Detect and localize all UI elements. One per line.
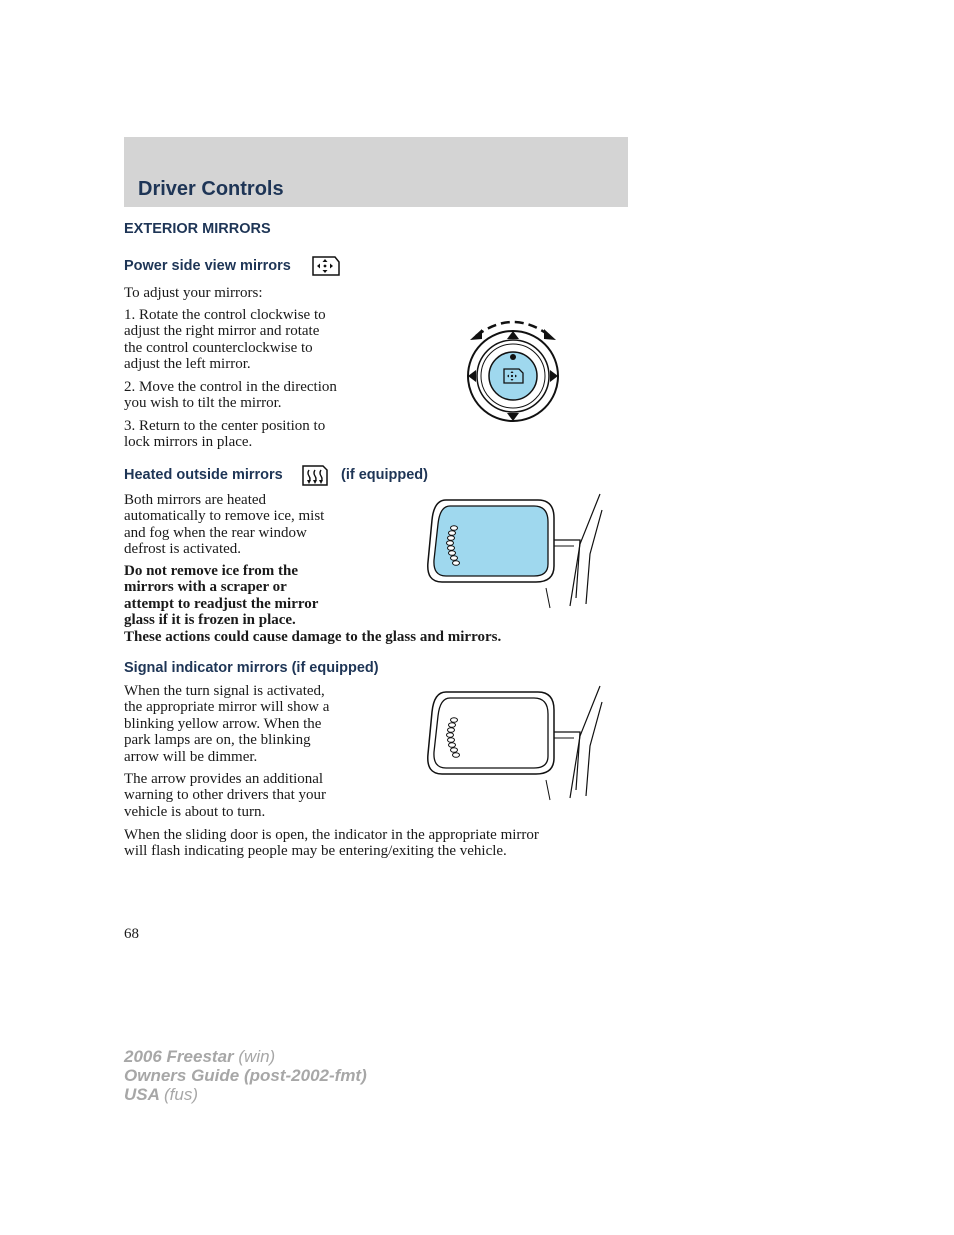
heated-mirror-illustration bbox=[424, 494, 604, 610]
heated-mirrors-body bbox=[124, 492, 324, 558]
power-mirrors-heading: Power side view mirrors bbox=[124, 258, 291, 274]
body-line: When the sliding door is open, the indicator in the appropriate mirror bbox=[124, 827, 539, 843]
page-number: 68 bbox=[124, 926, 139, 942]
body-line: defrost is activated. bbox=[124, 541, 242, 558]
body-line: and fog when the rear window bbox=[124, 524, 307, 541]
power-mirror-icon bbox=[312, 256, 340, 276]
footer-model: 2006 Freestar bbox=[124, 1047, 234, 1066]
footer-line-3 bbox=[124, 1085, 367, 1104]
body-line: When the turn signal is activated, bbox=[124, 683, 325, 699]
power-mirrors-step-1 bbox=[124, 307, 326, 373]
section-title: EXTERIOR MIRRORS bbox=[124, 221, 271, 237]
footer-model-code: (win) bbox=[238, 1047, 276, 1066]
footer-line-2 bbox=[124, 1066, 367, 1085]
step-2-line: 2. Move the control in the direction bbox=[124, 379, 337, 395]
footer-market: USA bbox=[124, 1085, 160, 1104]
footer-guide: Owners Guide (post-2002-fmt) bbox=[124, 1066, 367, 1085]
page-title: Driver Controls bbox=[138, 178, 284, 200]
signal-mirror-illustration bbox=[424, 686, 604, 802]
signal-mirrors-heading: Signal indicator mirrors (if equipped) bbox=[124, 660, 379, 676]
body-line: blinking yellow arrow. When the bbox=[124, 715, 322, 732]
body-line: The arrow provides an additional bbox=[124, 771, 324, 787]
mirror-control-knob-illustration bbox=[462, 312, 564, 424]
footer-market-code: (fus) bbox=[164, 1085, 198, 1104]
step-3-line: lock mirrors in place. bbox=[124, 434, 253, 451]
signal-mirrors-body-2 bbox=[124, 771, 326, 820]
footer-line-1 bbox=[124, 1047, 367, 1066]
signal-mirrors-body-3 bbox=[124, 827, 539, 860]
heated-mirrors-heading: Heated outside mirrors bbox=[124, 467, 283, 483]
rear-defrost-icon bbox=[302, 465, 328, 486]
power-mirrors-step-2 bbox=[124, 379, 337, 412]
step-3-line: 3. Return to the center position to bbox=[124, 418, 326, 434]
body-line: the appropriate mirror will show a bbox=[124, 699, 330, 716]
warning-line: mirrors with a scraper or bbox=[124, 579, 287, 596]
step-1-line: 1. Rotate the control clockwise to bbox=[124, 307, 326, 323]
body-line: arrow will be dimmer. bbox=[124, 748, 258, 765]
step-2-line: you wish to tilt the mirror. bbox=[124, 395, 282, 412]
step-1-line: adjust the right mirror and rotate bbox=[124, 323, 320, 340]
body-line: warning to other drivers that your bbox=[124, 787, 327, 804]
power-mirrors-step-3 bbox=[124, 418, 325, 451]
step-1-line: the control counterclockwise to bbox=[124, 339, 313, 356]
warning-line: Do not remove ice from the bbox=[124, 563, 298, 579]
body-line: Both mirrors are heated bbox=[124, 492, 267, 508]
heated-mirrors-if-equipped: (if equipped) bbox=[341, 467, 428, 483]
warning-line: glass if it is frozen in place. bbox=[124, 612, 296, 629]
body-line: will flash indicating people may be entering/exiting the vehicle. bbox=[124, 843, 507, 860]
warning-line: attempt to readjust the mirror bbox=[124, 595, 319, 612]
body-line: vehicle is about to turn. bbox=[124, 803, 266, 820]
power-mirrors-intro: To adjust your mirrors: bbox=[124, 285, 263, 301]
warning-line: These actions could cause damage to the glass and mirrors. bbox=[124, 628, 502, 645]
footer bbox=[124, 1047, 367, 1104]
step-1-line: adjust the left mirror. bbox=[124, 356, 251, 373]
header-band bbox=[124, 137, 628, 207]
signal-mirrors-body-1 bbox=[124, 683, 329, 765]
body-line: automatically to remove ice, mist bbox=[124, 508, 325, 525]
body-line: park lamps are on, the blinking bbox=[124, 732, 311, 749]
